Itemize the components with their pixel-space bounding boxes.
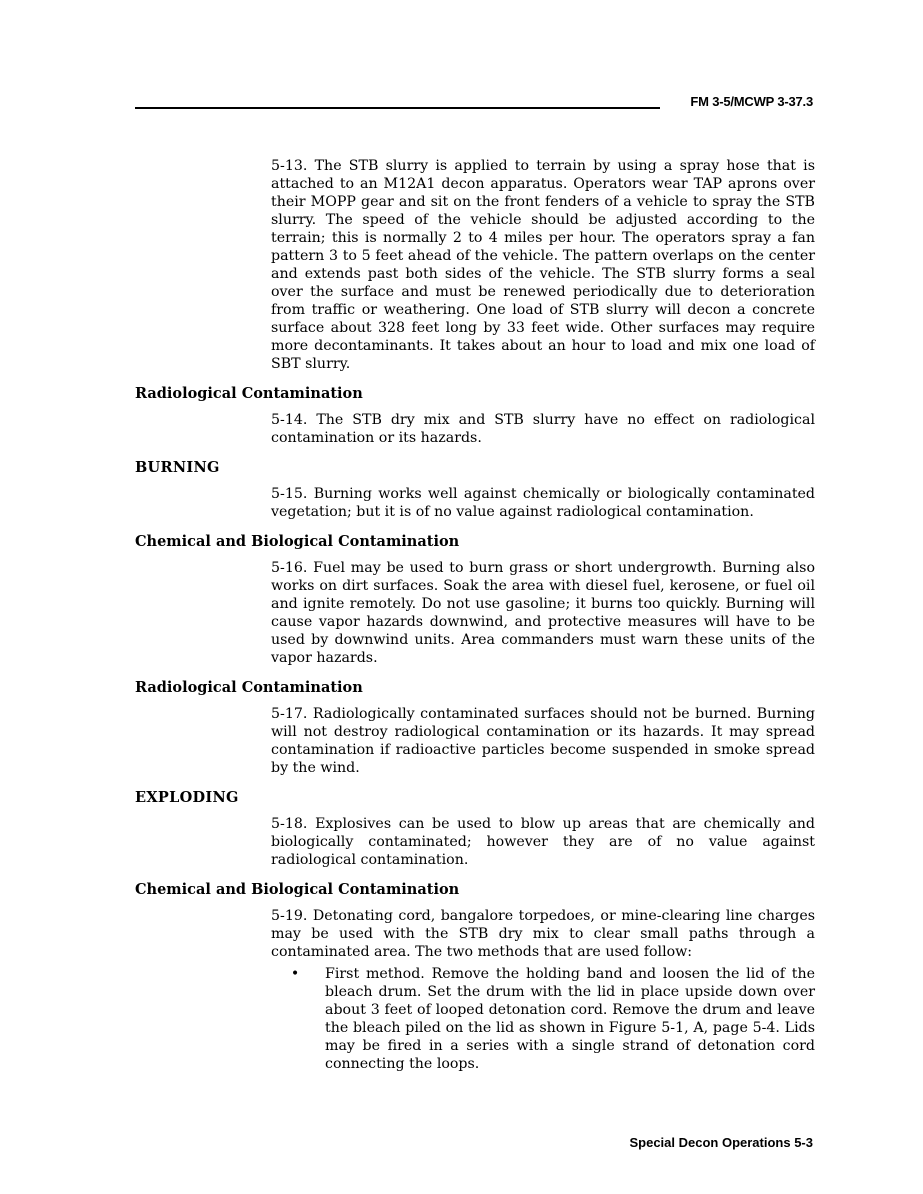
bullet-icon: • bbox=[290, 966, 300, 982]
page-content bbox=[135, 157, 815, 1073]
paragraph-5-13: 5-13. The STB slurry is applied to terrain by using a spray hose that is attached to an M12A1 decon apparatus. Operators wear TAP aprons over their MOPP gear and sit on the front fenders of a vehicle to spray the STB slurry. The speed of the vehicle should be adjusted according to the terrain; this is normally 2 to 4 miles per hour. The operators spray a fan pattern 3 to 5 feet ahead of the vehicle. The pattern overlaps on the center and extends past both sides of the vehicle. The STB slurry forms a seal over the surface and must be renewed periodically due to deterioration from traffic or weathering. One load of STB slurry will decon a concrete surface about 328 feet long by 33 feet wide. Other surfaces may require more decontaminants. It takes about an hour to load and mix one load of SBT slurry. bbox=[271, 158, 815, 372]
paragraph-5-15: 5-15. Burning works well against chemically or biologically contaminated vegetation; but it is of no value against radiological contamination. bbox=[271, 486, 815, 520]
paragraph-5-17: 5-17. Radiologically contaminated surfaces should not be burned. Burning will not destroy radiological contamination or its hazards. It may spread contamination if radioactive particles become suspended in smoke spread by the wind. bbox=[271, 706, 815, 776]
list-item bbox=[271, 965, 815, 1073]
heading-radiological-contamination: Radiological Contamination bbox=[135, 385, 363, 402]
heading-exploding: EXPLODING bbox=[135, 789, 239, 806]
page-footer: Special Decon Operations 5-3 bbox=[629, 1135, 813, 1150]
bullet-text: First method. Remove the holding band and loosen the lid of the bleach drum. Set the drum with the lid in place upside down over about 3 feet of looped detonation cord. Remove the drum and leave the bleach piled on the lid as shown in Figure 5-1, A, page 5-4. Lids may be fired in a series with a single strand of detonation cord connecting the loops. bbox=[325, 966, 815, 1072]
heading-burning: BURNING bbox=[135, 459, 220, 476]
heading-chemical-biological-contamination: Chemical and Biological Contamination bbox=[135, 533, 460, 550]
paragraph-5-16: 5-16. Fuel may be used to burn grass or short undergrowth. Burning also works on dirt surfaces. Soak the area with diesel fuel, kerosene, or fuel oil and ignite remotely. Do not use gasoline; it burns too quickly. Burning will cause vapor hazards downwind, and protective measures will have to be used by downwind units. Area commanders must warn these units of the vapor hazards. bbox=[271, 560, 815, 666]
document-code: FM 3-5/MCWP 3-37.3 bbox=[690, 94, 813, 109]
header-rule bbox=[135, 107, 660, 109]
heading-chemical-biological-contamination: Chemical and Biological Contamination bbox=[135, 881, 460, 898]
paragraph-5-18: 5-18. Explosives can be used to blow up areas that are chemically and biologically contaminated; however they are of no value against radiological contamination. bbox=[271, 816, 815, 868]
paragraph-5-14: 5-14. The STB dry mix and STB slurry have no effect on radiological contamination or its hazards. bbox=[271, 412, 815, 446]
heading-radiological-contamination: Radiological Contamination bbox=[135, 679, 363, 696]
paragraph-5-19: 5-19. Detonating cord, bangalore torpedoes, or mine-clearing line charges may be used with the STB dry mix to clear small paths through a contaminated area. The two methods that are used follow: bbox=[271, 908, 815, 960]
